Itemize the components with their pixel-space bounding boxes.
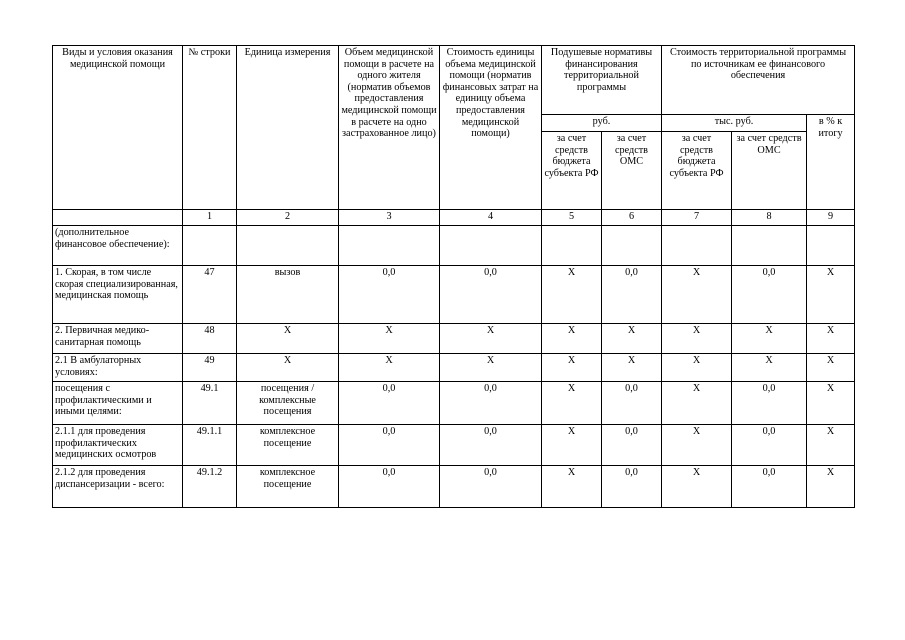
row-unit-cost: X	[440, 354, 542, 382]
header-program-cost: Стоимость территориальной программы по источникам ее финансового обеспечения	[662, 46, 855, 115]
row-budget-rub: X	[542, 266, 602, 324]
row-budget-thousand: X	[662, 324, 732, 354]
row-budget-rub	[542, 226, 602, 266]
row-volume: 0,0	[339, 382, 440, 425]
row-budget-rub: X	[542, 466, 602, 508]
row-percent: X	[807, 266, 855, 324]
row-unit: вызов	[237, 266, 339, 324]
column-number: 3	[339, 210, 440, 226]
row-budget-thousand	[662, 226, 732, 266]
financing-table	[52, 45, 855, 508]
row-budget-thousand: X	[662, 266, 732, 324]
header-per-capita-norms: Подушевые нормативы финансирования территориальной программы	[542, 46, 662, 115]
row-unit-cost	[440, 226, 542, 266]
row-oms-thousand: 0,0	[732, 425, 807, 466]
column-number: 1	[183, 210, 237, 226]
table-row	[53, 354, 855, 382]
table-row	[53, 266, 855, 324]
row-number: 49.1.2	[183, 466, 237, 508]
row-oms-thousand	[732, 226, 807, 266]
row-oms-rub: 0,0	[602, 425, 662, 466]
row-number: 47	[183, 266, 237, 324]
table-row	[53, 226, 855, 266]
header-service-type: Виды и условия оказания медицинской помощи	[53, 46, 183, 210]
row-volume: 0,0	[339, 266, 440, 324]
header-oms-rub: за счет средств ОМС	[602, 132, 662, 210]
row-name: 2. Первичная медико-санитарная помощь	[53, 324, 183, 354]
row-name: (дополнительное финансовое обеспечение):	[53, 226, 183, 266]
row-unit: комплексное посещение	[237, 425, 339, 466]
table-row	[53, 466, 855, 508]
column-number: 2	[237, 210, 339, 226]
header-budget-thousand: за счет средств бюджета субъекта РФ	[662, 132, 732, 210]
table-row	[53, 425, 855, 466]
row-percent: X	[807, 354, 855, 382]
row-number: 48	[183, 324, 237, 354]
header-unit-cost: Стоимость единицы объема медицинской помощи (норматив финансовых затрат на единицу объема предоставления медицинской помощи)	[440, 46, 542, 210]
row-budget-thousand: X	[662, 354, 732, 382]
header-budget-rub: за счет средств бюджета субъекта РФ	[542, 132, 602, 210]
header-oms-thousand: за счет средств ОМС	[732, 132, 807, 210]
header-volume: Объем медицинской помощи в расчете на одного жителя (норматив объемов предоставления медицинской помощи в расчете на одно застрахованное лицо)	[339, 46, 440, 210]
row-percent: X	[807, 324, 855, 354]
row-budget-thousand: X	[662, 382, 732, 425]
row-volume: 0,0	[339, 425, 440, 466]
header-unit: Единица измерения	[237, 46, 339, 210]
column-number: 7	[662, 210, 732, 226]
row-oms-thousand: 0,0	[732, 382, 807, 425]
row-number: 49.1.1	[183, 425, 237, 466]
row-volume: X	[339, 324, 440, 354]
column-number	[53, 210, 183, 226]
row-oms-rub: 0,0	[602, 382, 662, 425]
row-percent	[807, 226, 855, 266]
column-number: 4	[440, 210, 542, 226]
row-unit: X	[237, 354, 339, 382]
header-percent-of-total: в % к итогу	[807, 115, 855, 210]
row-oms-thousand: X	[732, 354, 807, 382]
row-oms-rub	[602, 226, 662, 266]
row-percent: X	[807, 425, 855, 466]
row-budget-rub: X	[542, 382, 602, 425]
header-unit-thousand-rub: тыс. руб.	[662, 115, 807, 132]
row-percent: X	[807, 382, 855, 425]
row-unit-cost: 0,0	[440, 466, 542, 508]
row-name: посещения с профилактическими и иными целями:	[53, 382, 183, 425]
row-oms-thousand: X	[732, 324, 807, 354]
row-oms-thousand: 0,0	[732, 466, 807, 508]
row-budget-thousand: X	[662, 466, 732, 508]
row-name: 1. Скорая, в том числе скорая специализированная, медицинская помощь	[53, 266, 183, 324]
header-row-number: № строки	[183, 46, 237, 210]
row-name: 2.1 В амбулаторных условиях:	[53, 354, 183, 382]
row-percent: X	[807, 466, 855, 508]
row-number	[183, 226, 237, 266]
row-name: 2.1.1 для проведения профилактических медицинских осмотров	[53, 425, 183, 466]
row-budget-rub: X	[542, 425, 602, 466]
row-unit-cost: X	[440, 324, 542, 354]
row-oms-thousand: 0,0	[732, 266, 807, 324]
table-row	[53, 324, 855, 354]
row-unit	[237, 226, 339, 266]
row-budget-rub: X	[542, 354, 602, 382]
row-oms-rub: X	[602, 324, 662, 354]
column-number: 8	[732, 210, 807, 226]
row-budget-rub: X	[542, 324, 602, 354]
row-number: 49.1	[183, 382, 237, 425]
column-number: 9	[807, 210, 855, 226]
row-oms-rub: 0,0	[602, 466, 662, 508]
column-number: 5	[542, 210, 602, 226]
header-unit-rub: руб.	[542, 115, 662, 132]
table-row	[53, 382, 855, 425]
row-unit: комплексное посещение	[237, 466, 339, 508]
row-number: 49	[183, 354, 237, 382]
row-unit: посещения / комплексные посещения	[237, 382, 339, 425]
row-volume	[339, 226, 440, 266]
row-name: 2.1.2 для проведения диспансеризации - всего:	[53, 466, 183, 508]
row-unit-cost: 0,0	[440, 266, 542, 324]
row-unit-cost: 0,0	[440, 382, 542, 425]
row-oms-rub: 0,0	[602, 266, 662, 324]
row-volume: X	[339, 354, 440, 382]
row-oms-rub: X	[602, 354, 662, 382]
column-number: 6	[602, 210, 662, 226]
row-budget-thousand: X	[662, 425, 732, 466]
row-unit: X	[237, 324, 339, 354]
row-volume: 0,0	[339, 466, 440, 508]
row-unit-cost: 0,0	[440, 425, 542, 466]
